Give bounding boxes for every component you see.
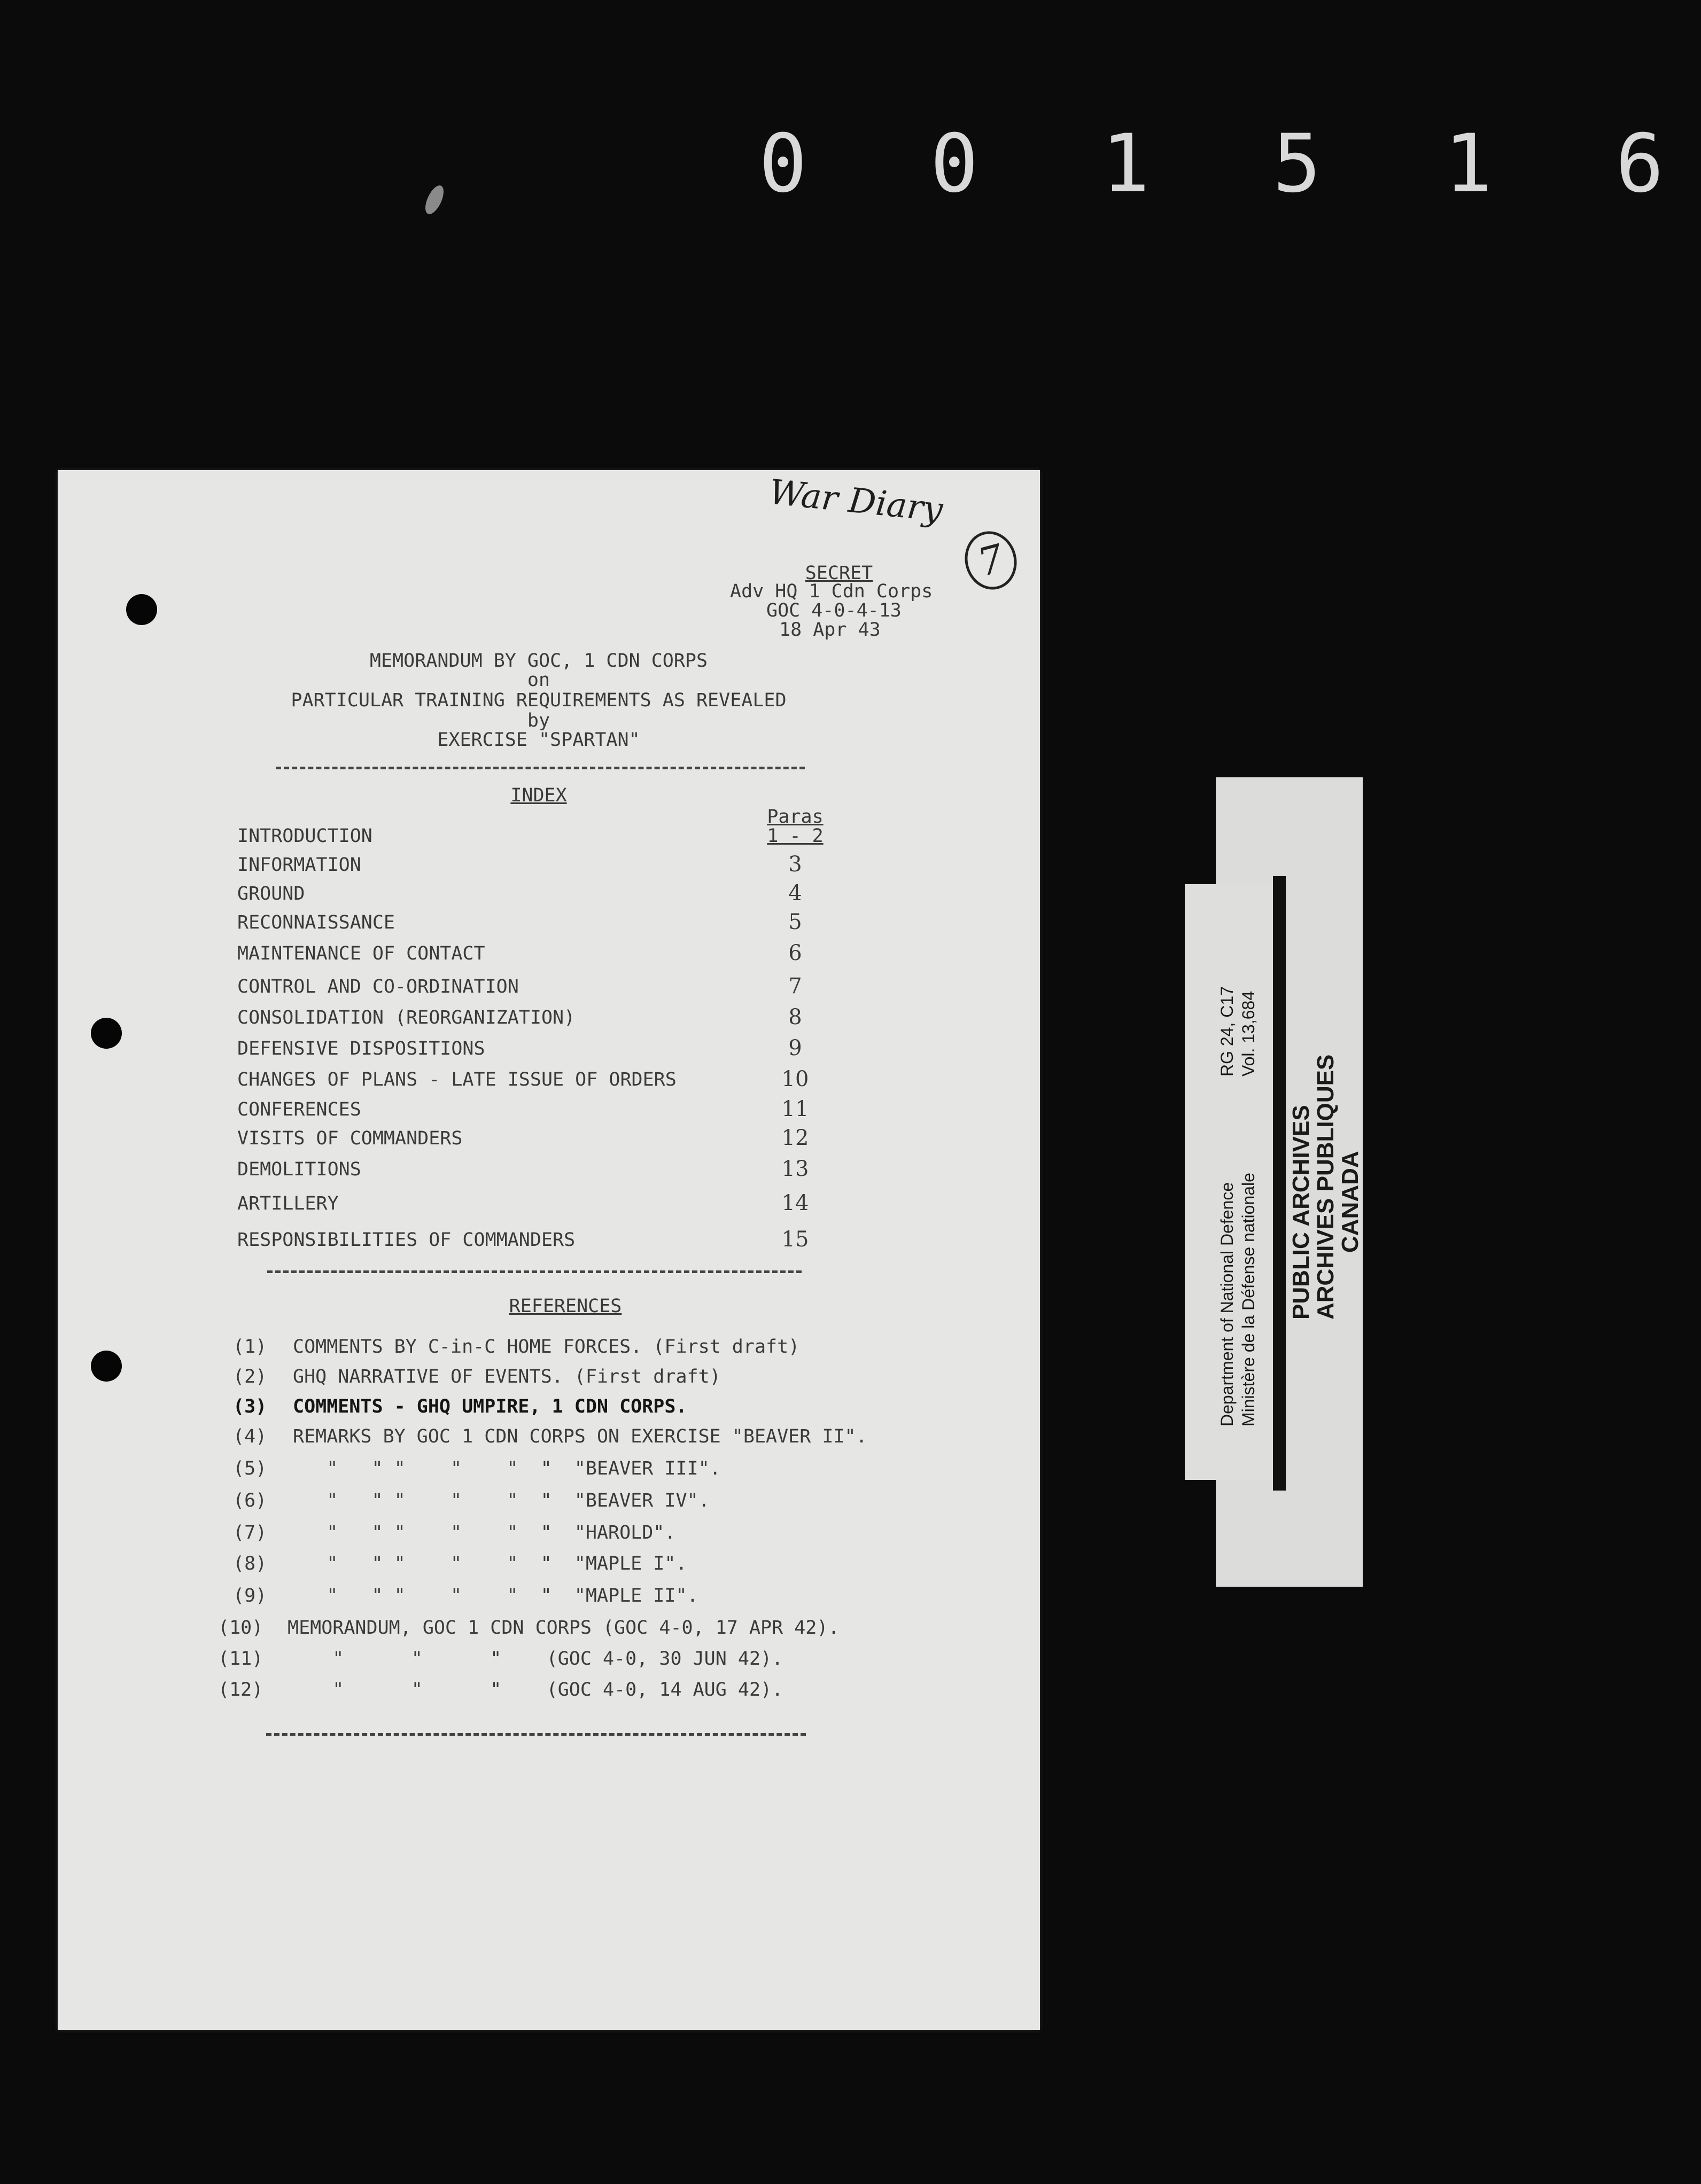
punch-hole [91,1351,122,1382]
index-para: 14 [781,1191,809,1215]
index-para: 8 [788,1005,802,1029]
index-para: 1 - 2 [767,825,824,847]
index-para: 4 [788,881,802,906]
ref-text: " " " " " " "HAROLD". [293,1522,676,1543]
index-item: INFORMATION [237,854,361,876]
index-para: 13 [781,1157,809,1181]
hq-line: Adv HQ 1 Cdn Corps [730,581,933,602]
index-item: DEFENSIVE DISPOSITIONS [237,1038,485,1059]
title-line-3: PARTICULAR TRAINING REQUIREMENTS AS REVEALED [291,690,787,711]
title-line-5: EXERCISE "SPARTAN" [437,729,640,751]
title-line-2: on [527,669,550,691]
index-para: 15 [781,1227,809,1252]
ref-text: GHQ NARRATIVE OF EVENTS. (First draft) [293,1366,721,1387]
index-para: 12 [781,1126,809,1150]
divider [266,1733,806,1736]
archive-stamp-2: ARCHIVES PUBLIQUES [1312,1054,1339,1320]
ref-number: (8) [233,1553,267,1574]
ref-number: (3) [233,1396,267,1417]
ref-number: (4) [233,1426,267,1447]
archive-stamp-1: PUBLIC ARCHIVES [1288,1105,1314,1320]
index-item: INTRODUCTION [237,825,372,847]
index-para: 6 [788,941,802,965]
ref-number: (5) [233,1458,267,1479]
paras-heading: Paras [767,806,824,828]
file-ref: GOC 4-0-4-13 [766,600,902,621]
index-item: CONTROL AND CO-ORDINATION [237,976,519,997]
ref-number: (1) [233,1336,267,1358]
ref-text: " " " " " " "MAPLE I". [293,1553,687,1574]
ref-number: (7) [233,1522,267,1543]
index-para: 3 [788,852,802,877]
document-page [58,470,1040,2030]
ref-text: REMARKS BY GOC 1 CDN CORPS ON EXERCISE "BEAVER II". [293,1426,867,1447]
ref-text: " " " " " " "BEAVER III". [293,1458,721,1479]
index-item: MAINTENANCE OF CONTACT [237,943,485,964]
ref-text: " " " (GOC 4-0, 30 JUN 42). [288,1648,783,1670]
ref-number: (2) [233,1366,267,1387]
ref-number: (10) [218,1617,263,1639]
ref-text: COMMENTS BY C-in-C HOME FORCES. (First draft) [293,1336,800,1358]
punch-hole [126,594,157,625]
index-item: RECONNAISSANCE [237,912,395,933]
index-para: 10 [781,1067,809,1091]
index-item: VISITS OF COMMANDERS [237,1128,463,1149]
index-item: DEMOLITIONS [237,1159,361,1180]
ref-number: (9) [233,1585,267,1606]
index-para: 5 [788,910,802,934]
film-speck [422,183,447,217]
punch-hole [91,1018,122,1049]
circled-number: 7 [958,525,1023,595]
ref-number: (12) [218,1679,263,1701]
index-item: CONFERENCES [237,1099,361,1120]
index-item: CONSOLIDATION (REORGANIZATION) [237,1007,576,1028]
divider [276,767,805,769]
handwritten-note [766,470,973,539]
index-item: CHANGES OF PLANS - LATE ISSUE OF ORDERS [237,1069,677,1090]
ref-text: MEMORANDUM, GOC 1 CDN CORPS (GOC 4-0, 17 APR 42). [288,1617,840,1639]
index-item: RESPONSIBILITIES OF COMMANDERS [237,1229,576,1251]
svg-text:War Diary: War Diary [767,472,945,531]
index-item: ARTILLERY [237,1193,339,1214]
ref-text: " " " (GOC 4-0, 14 AUG 42). [288,1679,783,1701]
frame-number: 0 0 1 5 1 6 [759,118,1701,210]
archive-dept-en: Department of National Defence [1217,1182,1237,1426]
label-shadow [1273,876,1286,1491]
archive-dept-fr: Ministère de la Défense nationale [1239,1173,1258,1426]
title-line-1: MEMORANDUM BY GOC, 1 CDN CORPS [369,650,708,672]
index-para: 11 [781,1097,809,1121]
ref-number: (11) [218,1648,263,1670]
index-item: GROUND [237,883,305,904]
ref-number: (6) [233,1490,267,1511]
index-heading: INDEX [510,785,567,806]
index-para: 9 [788,1036,802,1060]
memo-date: 18 Apr 43 [779,619,881,641]
archive-ref-vol: Vol. 13,684 [1239,990,1258,1077]
archive-ref-rg: RG 24, C17 [1217,986,1237,1077]
classification: SECRET [805,563,873,584]
ref-text: " " " " " " "BEAVER IV". [293,1490,710,1511]
title-line-4: by [527,710,550,731]
references-heading: REFERENCES [509,1296,622,1317]
ref-text: COMMENTS - GHQ UMPIRE, 1 CDN CORPS. [293,1396,687,1417]
archive-stamp-3: CANADA [1337,1151,1363,1253]
ref-text: " " " " " " "MAPLE II". [293,1585,698,1606]
index-para: 7 [788,974,802,999]
divider [267,1270,802,1273]
